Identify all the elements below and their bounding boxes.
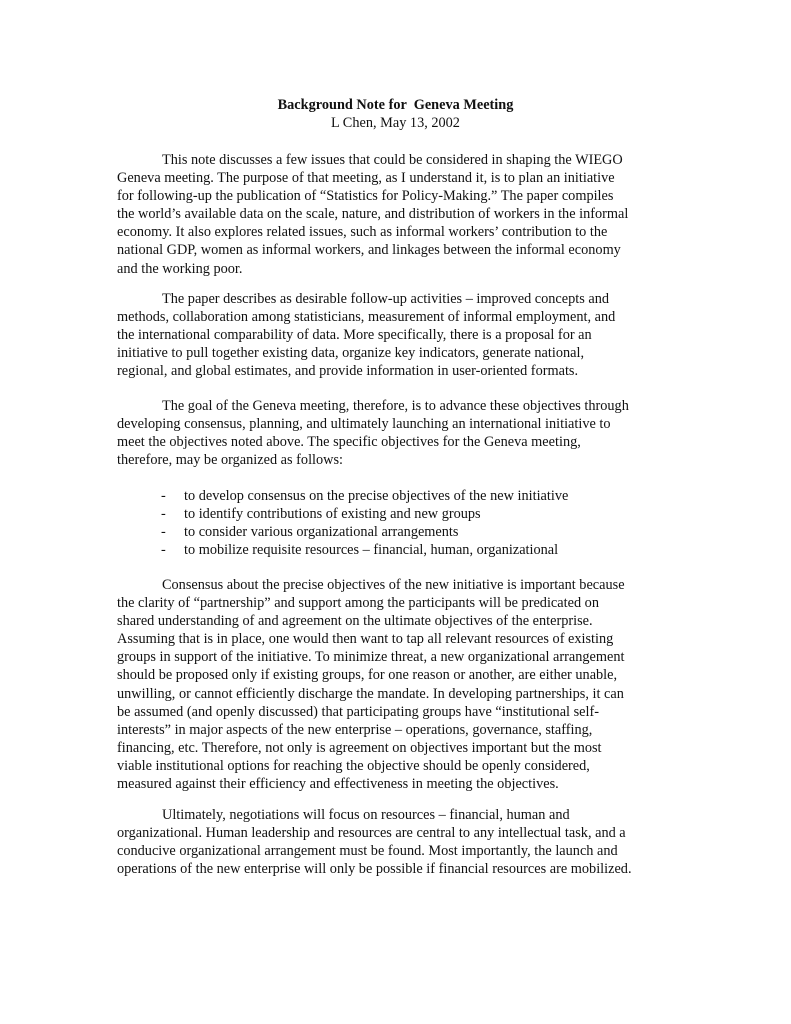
paragraph-line: Ultimately, negotiations will focus on resources – financial, human and <box>162 807 570 823</box>
paragraph-consensus <box>117 576 717 793</box>
paragraph-line: unwilling, or cannot efficiently discharge the mandate. In developing partnerships, it can <box>117 685 624 702</box>
paragraph-line: measured against their efficiency and effectiveness in meeting the objectives. <box>117 776 559 793</box>
list-item-text: to mobilize requisite resources – financial, human, organizational <box>184 542 559 559</box>
paragraph-line: national GDP, women as informal workers, and linkages between the informal economy <box>117 242 621 259</box>
paragraph-resources <box>117 806 717 878</box>
paragraph-line: regional, and global estimates, and provide information in user-oriented formats. <box>117 363 579 380</box>
paragraph-line: The paper describes as desirable follow-up activities – improved concepts and <box>162 291 610 307</box>
list-item-text: to consider various organizational arrangements <box>184 524 459 541</box>
paragraph-line: This note discusses a few issues that could be considered in shaping the WIEGO <box>162 152 623 168</box>
paragraph-line: developing consensus, planning, and ultimately launching an international initiative to <box>117 416 611 433</box>
paragraph-line: the clarity of “partnership” and support among the participants will be predicated on <box>117 595 599 612</box>
paragraph-line: Geneva meeting. The purpose of that meeting, as I understand it, is to plan an initiative <box>117 170 615 187</box>
paragraph-line: operations of the new enterprise will only be possible if financial resources are mobilized. <box>117 861 632 878</box>
document-header <box>0 96 791 132</box>
list-item <box>161 541 568 559</box>
paragraph-line: meet the objectives noted above. The specific objectives for the Geneva meeting, <box>117 434 581 451</box>
document-byline: L Chen, May 13, 2002 <box>331 115 460 132</box>
list-dash: - <box>161 542 166 559</box>
objectives-list <box>161 487 568 559</box>
paragraph-line: initiative to pull together existing data, organize key indicators, generate national, <box>117 345 585 362</box>
paragraph-line: be assumed (and openly discussed) that participating groups have “institutional self- <box>117 703 600 720</box>
paragraph-line: financing, etc. Therefore, not only is agreement on objectives important but the most <box>117 739 602 756</box>
list-item-text: to identify contributions of existing and new groups <box>184 506 481 523</box>
paragraph-line: the international comparability of data. More specifically, there is a proposal for an <box>117 327 592 344</box>
paragraph-line: therefore, may be organized as follows: <box>117 452 344 469</box>
list-dash: - <box>161 488 166 504</box>
list-item <box>161 487 568 505</box>
paragraph-intro <box>117 151 717 278</box>
paragraph-line: should be proposed only if existing groups, for one reason or another, are either unable, <box>117 667 618 684</box>
list-dash: - <box>161 506 166 523</box>
paragraph-line: shared understanding of and agreement on the ultimate objectives of the enterprise. <box>117 613 593 630</box>
list-item-text: to develop consensus on the precise objectives of the new initiative <box>184 488 569 504</box>
paragraph-line: the world’s available data on the scale, nature, and distribution of workers in the informal <box>117 206 629 223</box>
paragraph-line: Assuming that is in place, one would then want to tap all relevant resources of existing <box>117 631 614 648</box>
list-dash: - <box>161 524 166 541</box>
paragraph-follow-up <box>117 290 717 380</box>
paragraph-line: methods, collaboration among statisticians, measurement of informal employment, and <box>117 309 616 326</box>
list-item <box>161 523 568 541</box>
paragraph-line: Consensus about the precise objectives of the new initiative is important because <box>162 577 625 593</box>
paragraph-line: The goal of the Geneva meeting, therefore, is to advance these objectives through <box>162 398 629 414</box>
paragraph-line: conducive organizational arrangement must be found. Most importantly, the launch and <box>117 843 618 860</box>
paragraph-line: interests” in major aspects of the new enterprise – operations, governance, staffing, <box>117 721 593 738</box>
paragraph-line: for following-up the publication of “Statistics for Policy-Making.” The paper compiles <box>117 188 614 205</box>
paragraph-line: and the working poor. <box>117 260 243 277</box>
paragraph-line: groups in support of the initiative. To minimize threat, a new organizational arrangement <box>117 649 625 666</box>
paragraph-line: organizational. Human leadership and resources are central to any intellectual task, and a <box>117 825 626 842</box>
paragraph-line: viable institutional options for reaching the objective should be openly considered, <box>117 757 590 774</box>
paragraph-line: economy. It also explores related issues, such as informal workers’ contribution to the <box>117 224 608 241</box>
list-item <box>161 505 568 523</box>
paragraph-goal <box>117 397 717 469</box>
document-title: Background Note for Geneva Meeting <box>277 97 514 113</box>
